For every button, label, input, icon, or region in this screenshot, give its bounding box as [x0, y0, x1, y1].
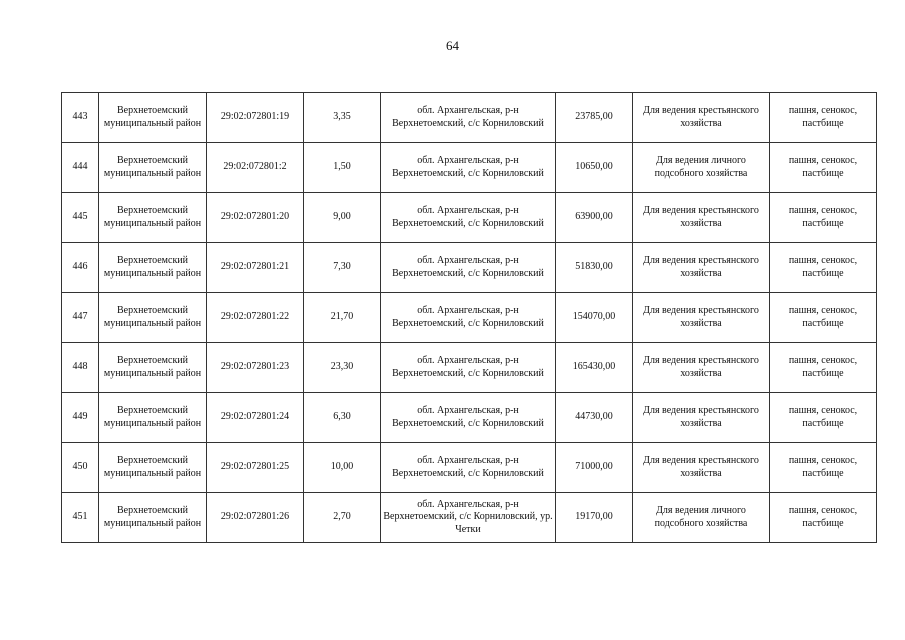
cadastral-number-cell: 29:02:072801:26: [207, 493, 304, 543]
district-cell: Верхнетоемский муниципальный район: [99, 193, 207, 243]
location-cell: обл. Архангельская, р-н Верхнетоемский, с/с Корниловский: [381, 343, 556, 393]
row-number-cell: 443: [62, 93, 99, 143]
area-cell: 2,70: [304, 493, 381, 543]
location-cell: обл. Архангельская, р-н Верхнетоемский, с/с Корниловский: [381, 243, 556, 293]
cadastral-value-cell: 44730,00: [556, 393, 633, 443]
row-number-cell: 445: [62, 193, 99, 243]
row-number-cell: 446: [62, 243, 99, 293]
permitted-use-cell: Для ведения крестьянского хозяйства: [633, 443, 770, 493]
area-cell: 23,30: [304, 343, 381, 393]
cadastral-value-cell: 10650,00: [556, 143, 633, 193]
area-cell: 7,30: [304, 243, 381, 293]
area-cell: 10,00: [304, 443, 381, 493]
location-cell: обл. Архангельская, р-н Верхнетоемский, с/с Корниловский: [381, 93, 556, 143]
district-cell: Верхнетоемский муниципальный район: [99, 93, 207, 143]
cadastral-value-cell: 19170,00: [556, 493, 633, 543]
district-cell: Верхнетоемский муниципальный район: [99, 493, 207, 543]
row-number-cell: 444: [62, 143, 99, 193]
district-cell: Верхнетоемский муниципальный район: [99, 293, 207, 343]
cadastral-number-cell: 29:02:072801:22: [207, 293, 304, 343]
row-number-cell: 450: [62, 443, 99, 493]
permitted-use-cell: Для ведения крестьянского хозяйства: [633, 343, 770, 393]
table-row: [62, 143, 877, 193]
permitted-use-cell: Для ведения личного подсобного хозяйства: [633, 493, 770, 543]
location-cell: обл. Архангельская, р-н Верхнетоемский, с/с Корниловский, ур. Четки: [381, 493, 556, 543]
location-cell: обл. Архангельская, р-н Верхнетоемский, с/с Корниловский: [381, 193, 556, 243]
cadastral-value-cell: 165430,00: [556, 343, 633, 393]
cadastral-number-cell: 29:02:072801:20: [207, 193, 304, 243]
permitted-use-cell: Для ведения личного подсобного хозяйства: [633, 143, 770, 193]
row-number-cell: 447: [62, 293, 99, 343]
permitted-use-cell: Для ведения крестьянского хозяйства: [633, 293, 770, 343]
cadastral-value-cell: 71000,00: [556, 443, 633, 493]
table-row: [62, 343, 877, 393]
page-number: 64: [446, 38, 459, 53]
land-use-cell: пашня, сенокос, пастбище: [770, 343, 877, 393]
table-row: [62, 193, 877, 243]
cadastral-number-cell: 29:02:072801:24: [207, 393, 304, 443]
land-use-cell: пашня, сенокос, пастбище: [770, 243, 877, 293]
cadastral-number-cell: 29:02:072801:2: [207, 143, 304, 193]
land-use-cell: пашня, сенокос, пастбище: [770, 443, 877, 493]
table-row: [62, 493, 877, 543]
land-use-cell: пашня, сенокос, пастбище: [770, 193, 877, 243]
land-plots-table: [61, 92, 877, 543]
table-row: [62, 443, 877, 493]
land-use-cell: пашня, сенокос, пастбище: [770, 293, 877, 343]
district-cell: Верхнетоемский муниципальный район: [99, 143, 207, 193]
permitted-use-cell: Для ведения крестьянского хозяйства: [633, 93, 770, 143]
permitted-use-cell: Для ведения крестьянского хозяйства: [633, 243, 770, 293]
permitted-use-cell: Для ведения крестьянского хозяйства: [633, 393, 770, 443]
land-use-cell: пашня, сенокос, пастбище: [770, 93, 877, 143]
cadastral-number-cell: 29:02:072801:21: [207, 243, 304, 293]
table-row: [62, 293, 877, 343]
location-cell: обл. Архангельская, р-н Верхнетоемский, с/с Корниловский: [381, 143, 556, 193]
row-number-cell: 448: [62, 343, 99, 393]
cadastral-number-cell: 29:02:072801:25: [207, 443, 304, 493]
area-cell: 9,00: [304, 193, 381, 243]
district-cell: Верхнетоемский муниципальный район: [99, 443, 207, 493]
cadastral-value-cell: 51830,00: [556, 243, 633, 293]
district-cell: Верхнетоемский муниципальный район: [99, 243, 207, 293]
table-row: [62, 93, 877, 143]
district-cell: Верхнетоемский муниципальный район: [99, 343, 207, 393]
area-cell: 3,35: [304, 93, 381, 143]
location-cell: обл. Архангельская, р-н Верхнетоемский, с/с Корниловский: [381, 443, 556, 493]
area-cell: 1,50: [304, 143, 381, 193]
row-number-cell: 449: [62, 393, 99, 443]
table-row: [62, 393, 877, 443]
location-cell: обл. Архангельская, р-н Верхнетоемский, с/с Корниловский: [381, 293, 556, 343]
area-cell: 21,70: [304, 293, 381, 343]
district-cell: Верхнетоемский муниципальный район: [99, 393, 207, 443]
cadastral-value-cell: 154070,00: [556, 293, 633, 343]
land-use-cell: пашня, сенокос, пастбище: [770, 143, 877, 193]
cadastral-number-cell: 29:02:072801:23: [207, 343, 304, 393]
table-body: [62, 93, 877, 543]
area-cell: 6,30: [304, 393, 381, 443]
cadastral-number-cell: 29:02:072801:19: [207, 93, 304, 143]
row-number-cell: 451: [62, 493, 99, 543]
table-row: [62, 243, 877, 293]
land-use-cell: пашня, сенокос, пастбище: [770, 393, 877, 443]
land-use-cell: пашня, сенокос, пастбище: [770, 493, 877, 543]
permitted-use-cell: Для ведения крестьянского хозяйства: [633, 193, 770, 243]
cadastral-value-cell: 63900,00: [556, 193, 633, 243]
cadastral-value-cell: 23785,00: [556, 93, 633, 143]
location-cell: обл. Архангельская, р-н Верхнетоемский, с/с Корниловский: [381, 393, 556, 443]
